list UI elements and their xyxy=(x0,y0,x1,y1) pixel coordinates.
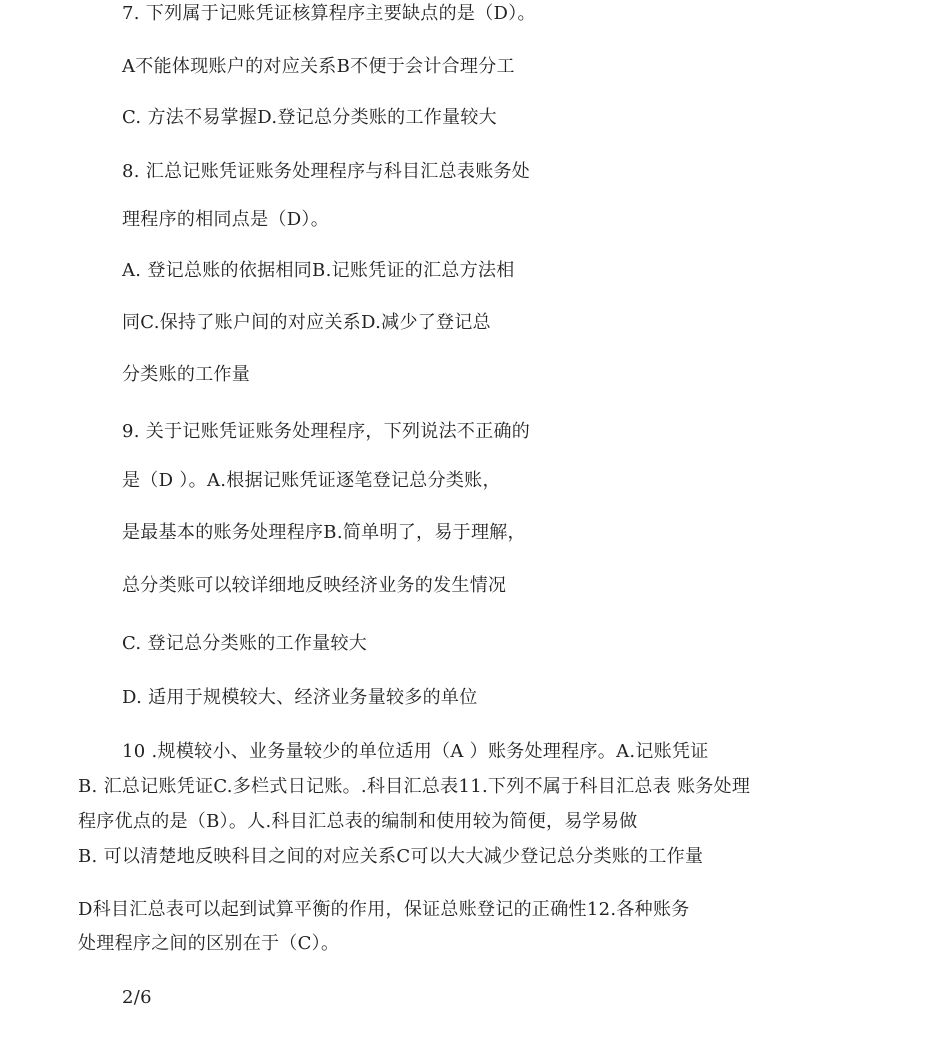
q11-q12-line-5: D科目汇总表可以起到试算平衡的作用，保证总账登记的正确性12.各种账务 xyxy=(78,899,690,920)
q10-question-line-1: 10 .规模较小、业务量较少的单位适用（A ）账务处理程序。A.记账凭证 xyxy=(122,741,709,762)
q8-options-line-3: 分类账的工作量 xyxy=(122,364,251,385)
q7-question: 7. 下列属于记账凭证核算程序主要缺点的是（D）。 xyxy=(122,3,536,24)
q9-option-d: D. 适用于规模较大、经济业务量较多的单位 xyxy=(122,687,478,708)
q12-line-6: 处理程序之间的区别在于（C）。 xyxy=(78,933,340,954)
q7-options-ab: A不能体现账户的对应关系B不便于会计合理分工 xyxy=(122,56,515,77)
q11-line-3: 程序优点的是（B）。人.科目汇总表的编制和使用较为简便，易学易做 xyxy=(78,811,638,832)
q9-options-line-1: 是最基本的账务处理程序B.简单明了，易于理解， xyxy=(122,522,526,543)
q8-question-line-1: 8. 汇总记账凭证账务处理程序与科目汇总表账务处 xyxy=(122,161,531,182)
q10-q11-line-2: B. 汇总记账凭证C.多栏式日记账。.科目汇总表11.下列不属于科目汇总表 账务处理 xyxy=(78,776,751,797)
q8-question-line-2: 理程序的相同点是（D）。 xyxy=(122,209,330,230)
q8-options-line-1: A. 登记总账的依据相同B.记账凭证的汇总方法相 xyxy=(122,260,515,281)
q9-question-line-1: 9. 关于记账凭证账务处理程序，下列说法不正确的 xyxy=(122,421,531,442)
q8-options-line-2: 同C.保持了账户间的对应关系D.减少了登记总 xyxy=(122,312,491,333)
q11-line-4: B. 可以清楚地反映科目之间的对应关系C可以大大减少登记总分类账的工作量 xyxy=(78,846,704,867)
page-number: 2/6 xyxy=(122,987,152,1008)
q9-option-c: C. 登记总分类账的工作量较大 xyxy=(122,633,368,654)
q9-options-line-2: 总分类账可以较详细地反映经济业务的发生情况 xyxy=(122,575,507,596)
q7-options-cd: C. 方法不易掌握D.登记总分类账的工作量较大 xyxy=(122,107,497,128)
q9-question-line-2: 是（D ）。A.根据记账凭证逐笔登记总分类账， xyxy=(122,470,501,491)
